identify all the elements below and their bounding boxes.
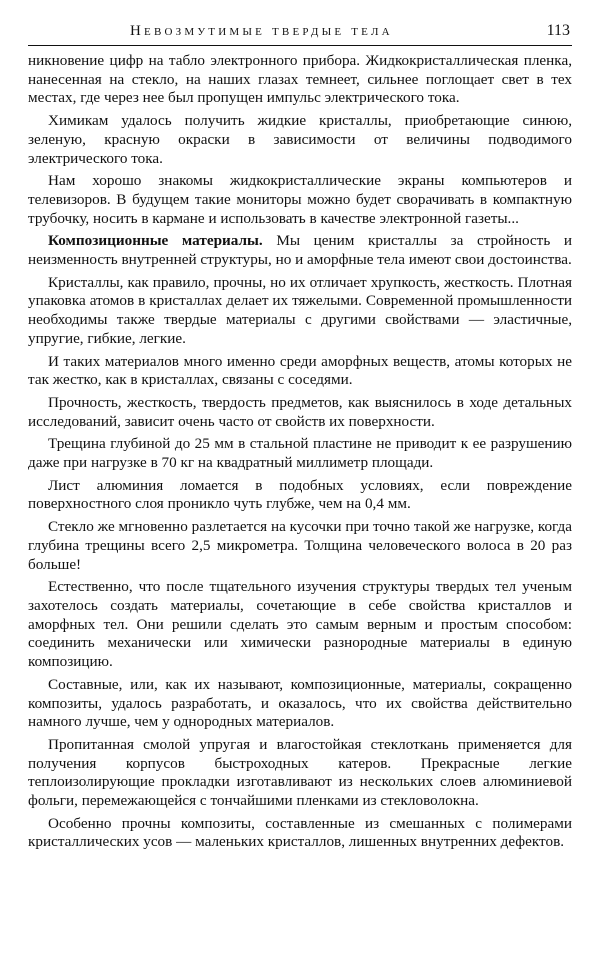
paragraph: Трещина глубиной до 25 мм в стальной пластине не приводит к ее разрушению даже при нагрузке в 70 кг на квадратный миллиметр площади. [28,435,572,472]
paragraph: Нам хорошо знакомы жидкокристаллические экраны компьютеров и телевизоров. В будущем такие мониторы можно будет сворачивать в компактную трубочку, носить в кармане и использовать в качестве электронной газеты... [28,172,572,227]
page-number: 113 [546,22,570,39]
body-text [28,52,572,852]
paragraph: Стекло же мгновенно разлетается на кусочки при точно такой же нагрузке, когда глубина трещины всего 2,5 микрометра. Толщина человеческого волоса в 20 раз больше! [28,518,572,573]
paragraph: Прочность, жесткость, твердость предметов, как выяснилось в ходе детальных исследований, зависит очень часто от свойств их поверхности. [28,393,572,430]
section-heading: Композиционные материалы. [48,232,263,250]
paragraph: И таких материалов много именно среди аморфных веществ, атомы которых не так жестко, как в кристаллах, связаны с соседями. [28,352,572,389]
paragraph: никновение цифр на табло электронного прибора. Жидкокристаллическая пленка, нанесенная на стекло, на наших глазах темнеет, сильнее поглощает свет в тех местах, где через нее был пропущен импульс электрического тока. [28,52,572,107]
paragraph: Химикам удалось получить жидкие кристаллы, приобретающие синюю, зеленую, красную окраски в зависимости от величины подводимого электрического тока. [28,112,572,167]
paragraph: Составные, или, как их называют, композиционные, материалы, сокращенно композиты, удалось разработать, и оказалось, что их свойства действительно намного лучше, чем у однородных материалов. [28,675,572,731]
paragraph: Естественно, что после тщательного изучения структуры твердых тел ученым захотелось создать материалы, сочетающие в себе свойства кристаллов и аморфных тел. Они решили сделать это самым верным и простым способом: соединить механически или химически разнородные материалы в единую композицию. [28,578,572,671]
paragraph: Лист алюминия ломается в подобных условиях, если повреждение поверхностного слоя проникло чуть глубже, чем на 0,4 мм. [28,476,572,513]
running-title: Невозмутимые твердые тела [130,23,393,39]
paragraph: Пропитанная смолой упругая и влагостойкая стеклоткань применяется для получения корпусов быстроходных катеров. Прекрасные легкие теплоизолирующие прокладки изготавливают из нескольких слоев алюминиевой фольги, перемежающейся с тончайшими пленками из стекловолокна. [28,735,572,810]
paragraph-text: Мы ценим кристаллы за стройность и неизменность внутренней структуры, но и аморфные тела имеют свои достоинства. [28,232,573,269]
running-header [28,22,572,46]
paragraph: Особенно прочны композиты, составленные из смешанных с полимерами кристаллических усов — маленьких кристаллов, лишенных внутренних дефектов. [28,814,572,851]
paragraph: Кристаллы, как правило, прочны, но их отличает хрупкость, жесткость. Плотная упаковка атомов в кристаллах делает их тяжелыми. Современной промышленности необходимы также твердые материалы с другими свойствами — эластичные, упругие, гибкие, легкие. [28,273,572,347]
paragraph-with-heading [28,232,572,269]
